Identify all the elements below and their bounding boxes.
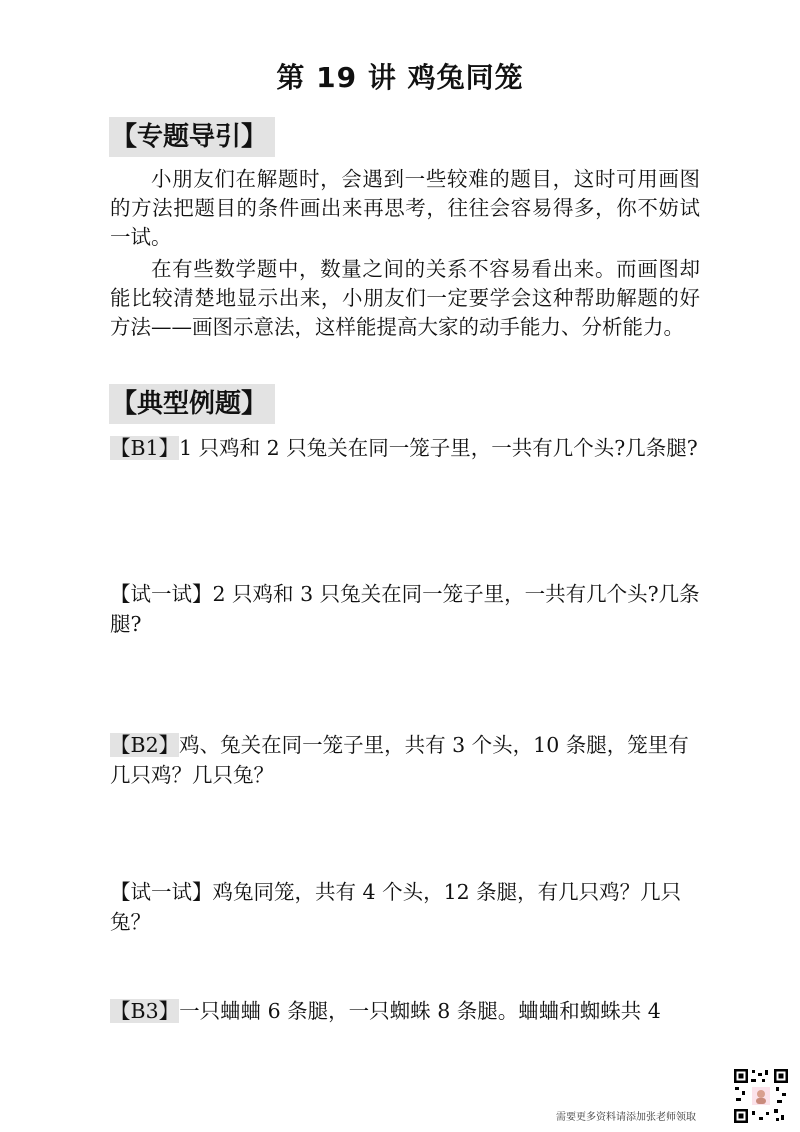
question-b1	[110, 433, 700, 463]
question-text: 一只蛐蛐 6 条腿，一只蜘蛛 8 条腿。蛐蛐和蜘蛛共 4	[179, 999, 661, 1023]
question-tag: 【B1】	[110, 436, 180, 460]
question-tag: 【试一试】	[110, 582, 213, 606]
page-title: 第 19 讲 鸡兔同笼	[276, 61, 524, 94]
question-b2	[110, 730, 700, 790]
question-text: 鸡、兔关在同一笼子里，共有 3 个头，10 条腿，笼里有几只鸡？几只兔？	[110, 733, 689, 787]
section-heading-intro: 【专题导引】	[109, 117, 275, 157]
footer-text: 需要更多资料请添加张老师领取	[556, 1112, 696, 1123]
question-tag: 【试一试】	[110, 880, 213, 904]
intro-paragraph-2: 在有些数学题中，数量之间的关系不容易看出来。而画图却能比较清楚地显示出来，小朋友们一定要学会这种帮助解题的好方法——画图示意法，这样能提高大家的动手能力、分析能力。	[110, 257, 700, 339]
question-text: 2 只鸡和 3 只兔关在同一笼子里，一共有几个头?几条腿?	[110, 582, 700, 636]
intro-paragraph-1: 小朋友们在解题时，会遇到一些较难的题目，这时可用画图的方法把题目的条件画出来再思考，往往会容易得多，你不妨试一试。	[110, 167, 700, 249]
try-it-2	[110, 877, 700, 937]
try-it-1	[110, 579, 700, 639]
question-text: 鸡兔同笼，共有 4 个头，12 条腿，有几只鸡？几只兔？	[110, 880, 682, 934]
question-tag: 【B3】	[110, 999, 180, 1023]
qr-code-icon	[732, 1067, 790, 1125]
question-tag: 【B2】	[110, 733, 180, 757]
section-heading-examples: 【典型例题】	[109, 384, 275, 424]
question-b3	[110, 996, 700, 1026]
question-text: 1 只鸡和 2 只兔关在同一笼子里，一共有几个头?几条腿?	[179, 436, 698, 460]
